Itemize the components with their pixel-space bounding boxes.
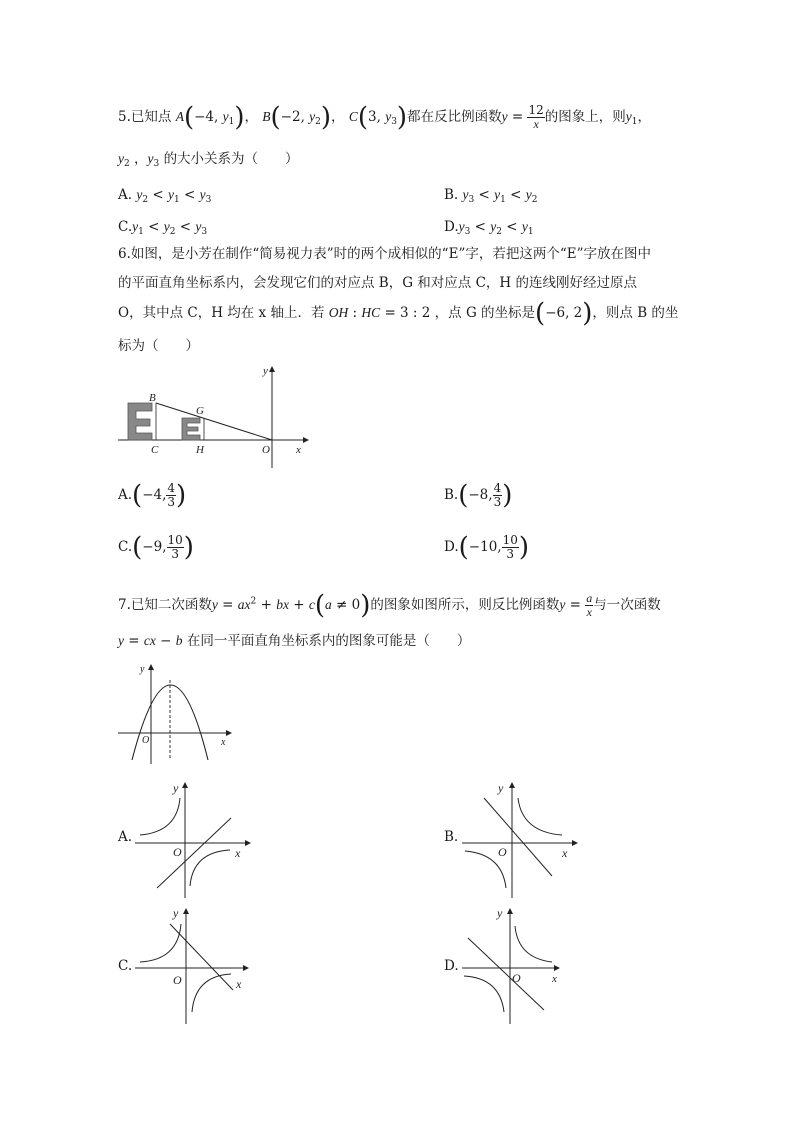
q7-graph-c[interactable] xyxy=(135,906,265,1028)
q7-line2: y = cx − b 在同一平面直角坐标系内的图象可能是（ ） xyxy=(118,633,471,649)
q5-option-d[interactable]: $D.y_3 < y_2 < y_1$ xyxy=(444,219,534,237)
q5-mid: 都在反比例函数 xyxy=(407,109,502,125)
q7-option-b[interactable]: B. xyxy=(444,829,459,845)
svg-text:G: G xyxy=(196,405,204,417)
q6-line3: O，其中点 C，H 均在 x 轴上．若 OH : HC = 3 : 2 ，点 G 的坐标是(−6, 2)，则点 B 的坐 xyxy=(118,298,679,329)
q5-line2: $y_2$ ，$y_3$ 的大小关系为（ ） xyxy=(118,151,299,169)
q7-option-d[interactable]: D. xyxy=(444,958,459,974)
svg-text:x: x xyxy=(235,846,241,860)
q5-line1: 5.已知点 A(−4, $y_1$)， B(−2, $y_2$)， C(3, $y_3$)都在反比例函数y = $\frac{12}{x}$ 的图象上，则$y_1$， xyxy=(118,102,651,133)
svg-text:x: x xyxy=(236,977,242,991)
svg-text:y: y xyxy=(140,664,145,675)
q7-graph-d[interactable] xyxy=(462,906,592,1028)
q6-figure xyxy=(118,360,318,470)
svg-text:x: x xyxy=(221,737,226,748)
svg-text:O: O xyxy=(512,971,521,985)
q7-graph-a[interactable] xyxy=(135,780,265,900)
svg-text:O: O xyxy=(173,845,182,859)
svg-text:O: O xyxy=(142,735,150,746)
svg-text:x: x xyxy=(552,973,557,985)
svg-text:O: O xyxy=(262,444,270,456)
q6-line2: 的平面直角坐标系内，会发现它们的对应点 B，G 和对应点 C，H 的连线刚好经过原点 xyxy=(118,275,637,291)
q5-post: 的图象上，则 xyxy=(544,109,626,125)
q6-line4: 标为（ ） xyxy=(118,338,199,354)
svg-text:H: H xyxy=(196,444,204,456)
q6-option-c[interactable]: C.(−9, $\frac{10}{3}$ ) xyxy=(118,532,194,563)
svg-text:y: y xyxy=(497,906,503,920)
q7-parabola-figure xyxy=(118,660,238,760)
q5-option-a[interactable]: A. $y_2 < y_1 < y_3$ xyxy=(118,187,212,205)
svg-text:x: x xyxy=(296,444,301,456)
q5-question: 的大小关系为（ ） xyxy=(163,151,299,167)
svg-text:y: y xyxy=(173,906,179,920)
svg-text:O: O xyxy=(173,973,182,987)
q7-line1: 7.已知二次函数$y = ax^2$ + bx + c(a ≠ 0)的图象如图所示，则反比例函数y = $\frac{a}{x}$ 与一次函数 xyxy=(118,590,661,621)
svg-text:C: C xyxy=(151,444,159,456)
q6-option-a[interactable]: A.(−4, $\frac{4}{3}$ ) xyxy=(118,480,187,511)
svg-text:x: x xyxy=(562,846,568,860)
q6-option-b[interactable]: B.(−8, $\frac{4}{3}$ ) xyxy=(444,480,513,511)
big-e-shape xyxy=(128,403,152,440)
q7-graph-b[interactable] xyxy=(462,780,592,900)
svg-text:y: y xyxy=(498,781,504,795)
q5-intro: 5.已知点 xyxy=(118,109,172,125)
q5-option-b[interactable]: B. $y_3 < y_1 < y_2$ xyxy=(444,187,538,205)
svg-text:y: y xyxy=(263,365,268,377)
q6-option-d[interactable]: D.(−10, $\frac{10}{3}$ ) xyxy=(444,532,530,563)
q5-option-c[interactable]: $C.y_1 < y_2 < y_3$ xyxy=(118,219,208,237)
small-e-shape xyxy=(182,418,200,440)
q7-option-a[interactable]: A. xyxy=(118,829,133,845)
q7-option-c[interactable]: C. xyxy=(118,958,133,974)
q6-line1: 6.如图，是小芳在制作“简易视力表”时的两个成相似的“E”字，若把这两个“E”字放在图中 xyxy=(118,246,651,262)
svg-text:y: y xyxy=(173,781,179,795)
svg-text:O: O xyxy=(498,845,507,859)
svg-text:B: B xyxy=(149,392,156,404)
